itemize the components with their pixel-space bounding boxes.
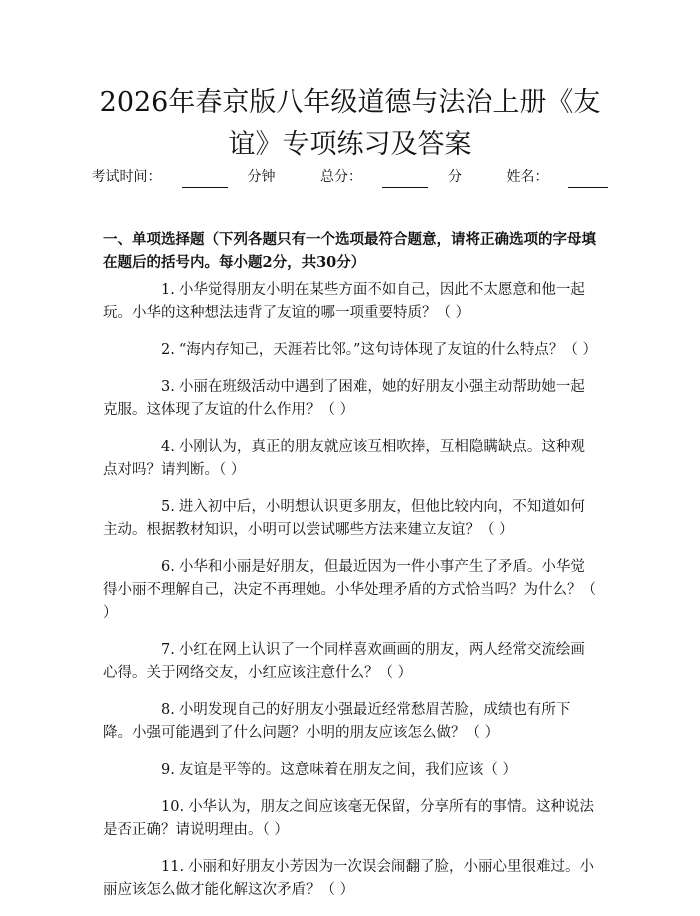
student-name-blank — [568, 171, 608, 188]
student-name-field — [496, 166, 618, 188]
question-item — [103, 759, 598, 782]
question-item — [103, 436, 598, 482]
question-item — [103, 639, 598, 685]
student-name-label: 姓名： — [506, 169, 549, 185]
total-score-unit: 分 — [448, 169, 462, 185]
question-number: 11. — [161, 859, 185, 875]
question-number: 5. — [161, 499, 175, 515]
question-item — [103, 279, 598, 325]
question-number: 10. — [161, 799, 185, 815]
document-title: 2026年春京版八年级道德与法治上册《友谊》专项练习及答案 — [99, 87, 601, 160]
question-item — [103, 699, 598, 745]
question-number: 8. — [161, 702, 175, 718]
question-number: 3. — [161, 379, 175, 395]
section-heading: 一、单项选择题（下列各题只有一个选项最符合题意，请将正确选项的字母填在题后的括号内。每小题2分，共30分） — [103, 231, 596, 271]
exam-time-unit: 分钟 — [247, 169, 276, 185]
question-text: 小丽在班级活动中遇到了困难，她的好朋友小强主动帮助她一起克服。这体现了友谊的什么作用？（ ） — [103, 379, 585, 418]
question-item — [103, 796, 598, 842]
question-text: 小刚认为，真正的朋友就应该互相吹捧，互相隐瞒缺点。这种观点对吗？请判断。（ ） — [103, 439, 585, 478]
question-text: 进入初中后，小明想认识更多朋友，但他比较内向，不知道如何主动。根据教材知识，小明可以尝试哪些方法来建立友谊？（ ） — [103, 499, 585, 538]
exam-time-label: 考试时间： — [91, 169, 162, 185]
exam-time-blank — [182, 171, 228, 188]
total-score-blank — [382, 171, 428, 188]
question-text: “海内存知己，天涯若比邻。”这句诗体现了友谊的什么特点？（ ） — [178, 342, 598, 358]
total-score-label: 总分： — [320, 169, 362, 185]
total-score-field — [310, 166, 472, 188]
question-text: 友谊是平等的。这意味着在朋友之间，我们应该（ ） — [178, 762, 517, 778]
question-item — [103, 339, 598, 362]
question-text: 小华认为，朋友之间应该毫无保留，分享所有的事情。这种说法是否正确？请说明理由。（ ） — [103, 799, 595, 838]
question-number: 9. — [161, 762, 175, 778]
question-item — [103, 856, 598, 902]
question-text: 小丽和好朋友小芳因为一次误会闹翻了脸，小丽心里很难过。小丽应该怎么做才能化解这次矛盾？（ ） — [103, 859, 595, 898]
exam-info-line — [0, 166, 700, 188]
question-number: 1. — [161, 282, 175, 298]
question-text: 小华和小丽是好朋友，但最近因为一件小事产生了矛盾。小华觉得小丽不理解自己，决定不再理她。小华处理矛盾的方式恰当吗？为什么？（ ） — [103, 559, 596, 621]
question-text: 小明发现自己的好朋友小强最近经常愁眉苦脸，成绩也有所下降。小强可能遇到了什么问题？小明的朋友应该怎么做？（ ） — [103, 702, 571, 741]
question-number: 7. — [161, 642, 175, 658]
question-text: 小红在网上认识了一个同样喜欢画画的朋友，两人经常交流绘画心得。关于网络交友，小红应该注意什么？（ ） — [103, 642, 585, 681]
question-number: 2. — [161, 342, 175, 358]
question-number: 6. — [161, 559, 175, 575]
question-text: 小华觉得朋友小明在某些方面不如自己，因此不太愿意和他一起玩。小华的这种想法违背了友谊的哪一项重要特质？（ ） — [103, 282, 585, 321]
exam-time-field — [82, 166, 286, 188]
question-item — [103, 376, 598, 422]
question-list — [103, 279, 598, 916]
question-number: 4. — [161, 439, 175, 455]
question-item — [103, 556, 598, 625]
question-item — [103, 496, 598, 542]
